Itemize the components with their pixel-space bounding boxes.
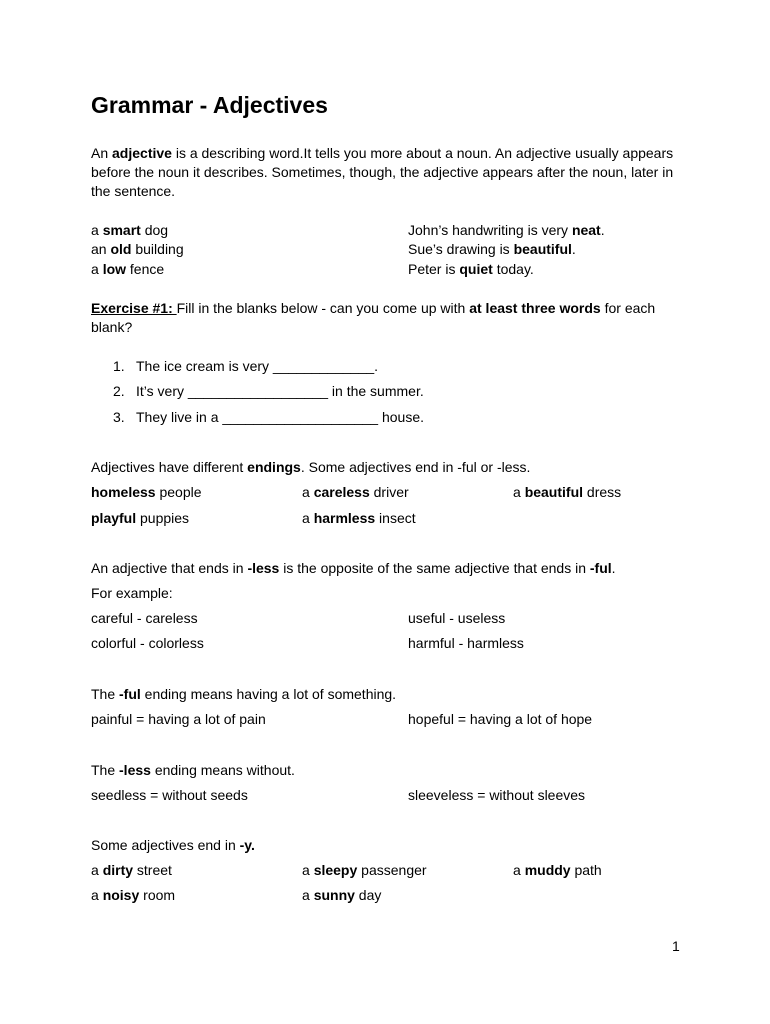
opposite-pair: colorful - colorless [91,635,204,651]
page-number: 1 [672,938,680,954]
exercise-instructions: Exercise #1: Fill in the blanks below - can you come up with at least three words for each blank? [91,300,656,335]
example-right-2: Sue’s drawing is beautiful. [408,241,576,257]
example-right-1: John’s handwriting is very neat. [408,222,605,238]
blank-1-number: 1. [113,358,125,374]
y-example: a noisy room [91,887,176,903]
blank-1-text: The ice cream is very _____________. [136,358,379,374]
example-left-2: an old building [91,241,184,257]
opposite-explanation: An adjective that ends in -less is the opposite of the same adjective that ends in -ful. [91,560,616,576]
opposite-pair: careful - careless [91,610,198,626]
endings-intro: Adjectives have different endings. Some adjectives end in -ful or -less. [91,459,531,475]
ful-less-example: a harmless insect [302,510,416,526]
less-meaning: The -less ending means without. [91,762,295,778]
ful-less-example: playful puppies [91,510,190,526]
intro-paragraph: An adjective is a describing word.It tells you more about a noun. An adjective usually appears before the noun it describes. Sometimes, though, the adjective appears after the noun, later in the sentence. [91,145,674,199]
ful-less-example: a careless driver [302,484,409,500]
blank-3-text: They live in a ____________________ house. [136,409,425,425]
y-example: a muddy path [513,862,602,878]
blank-2-number: 2. [113,383,125,399]
ful-meaning: The -ful ending means having a lot of something. [91,686,397,702]
opposite-pair: useful - useless [408,610,506,626]
ful-example: hopeful = having a lot of hope [408,711,593,727]
less-example: sleeveless = without sleeves [408,787,586,803]
for-example-label: For example: [91,585,173,601]
example-left-3: a low fence [91,261,165,277]
blank-2-text: It’s very __________________ in the summer. [136,383,424,399]
example-left-1: a smart dog [91,222,169,238]
ful-less-example: homeless people [91,484,202,500]
y-example: a dirty street [91,862,172,878]
blank-3-number: 3. [113,409,125,425]
opposite-pair: harmful - harmless [408,635,524,651]
y-example: a sleepy passenger [302,862,427,878]
ful-example: painful = having a lot of pain [91,711,266,727]
y-intro: Some adjectives end in -y. [91,837,255,853]
less-example: seedless = without seeds [91,787,248,803]
exercise-label: Exercise #1: [91,300,177,316]
ful-less-example: a beautiful dress [513,484,622,500]
y-example: a sunny day [302,887,382,903]
example-right-3: Peter is quiet today. [408,261,534,277]
page-title: Grammar - Adjectives [91,92,328,118]
